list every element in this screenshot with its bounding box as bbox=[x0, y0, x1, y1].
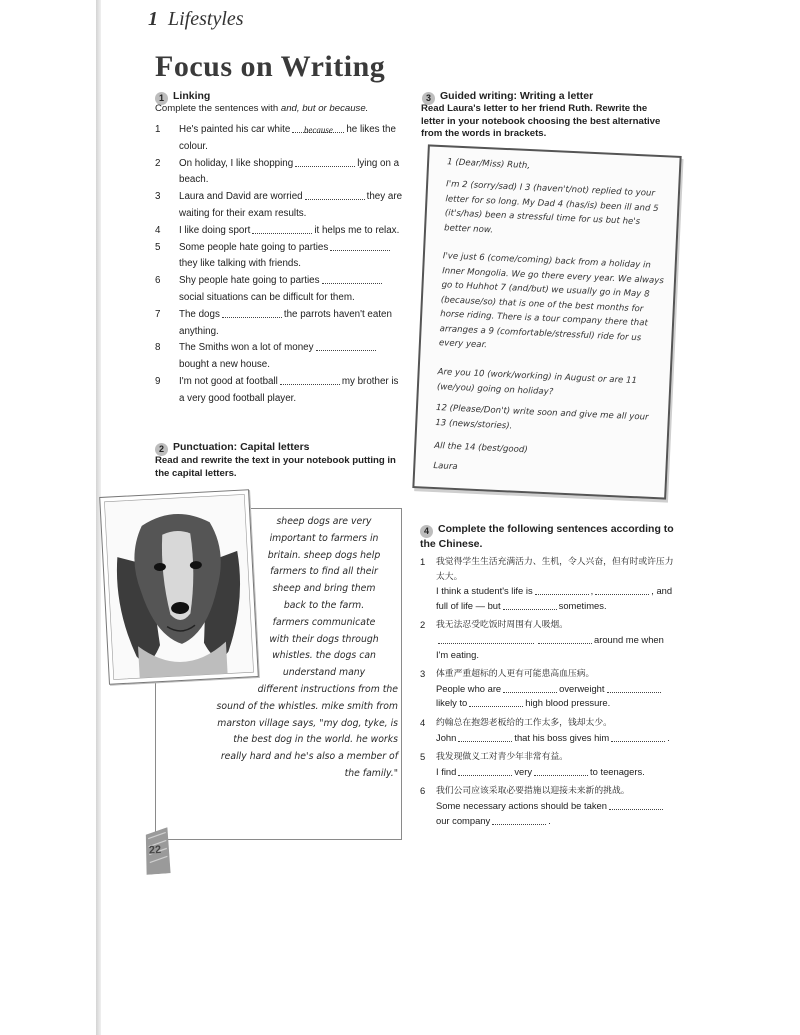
ex1-sentence-list bbox=[155, 122, 405, 408]
ex1-answer-blank[interactable] bbox=[330, 240, 390, 251]
unit-header bbox=[148, 8, 244, 31]
ex1-item bbox=[155, 122, 405, 156]
letter-paragraph-4: 12 (Please/Don't) write soon and give me all your 13 (news/stories). bbox=[435, 403, 649, 432]
letter-paragraph-3: Are you 10 (work/working) in August or are 11 (we/you) going on holiday? bbox=[436, 367, 638, 397]
ex1-item-text-before: Some people hate going to parties bbox=[179, 241, 329, 253]
ex1-item bbox=[155, 156, 405, 190]
ex4-answer-blank[interactable] bbox=[534, 765, 588, 776]
ex1-instruction-text: Complete the sentences with bbox=[155, 103, 281, 114]
ex4-answer-blank[interactable] bbox=[469, 696, 523, 707]
story-line: understand many bbox=[282, 667, 366, 679]
story-line: the family." bbox=[344, 767, 398, 779]
ex4-chinese-prompt: 我们公司应该采取必要措施以迎接未来新的挑战。 bbox=[436, 786, 630, 797]
ex1-item-number: 4 bbox=[155, 224, 161, 236]
story-line: marston village says, "my dog, tyke, is bbox=[217, 717, 398, 729]
ex4-answer-blank[interactable] bbox=[458, 731, 512, 742]
ex1-answer-blank[interactable] bbox=[322, 273, 382, 284]
ex1-item-number: 8 bbox=[155, 342, 161, 354]
ex1-number-badge: 1 bbox=[155, 92, 168, 105]
ex4-item bbox=[420, 667, 675, 711]
story-line: important to farmers in bbox=[269, 532, 379, 544]
story-text-top bbox=[248, 514, 400, 682]
ex4-english-sentence bbox=[436, 633, 675, 662]
ex1-answer-blank[interactable] bbox=[292, 122, 344, 133]
ex1-item bbox=[155, 189, 405, 223]
story-line: britain. sheep dogs help bbox=[267, 549, 381, 561]
story-line: farmers communicate bbox=[272, 616, 376, 628]
story-line: sound of the whistles. mike smith from bbox=[216, 700, 398, 712]
ex4-item-number: 4 bbox=[420, 716, 426, 728]
ex1-item-number: 6 bbox=[155, 275, 161, 287]
ex2-number-badge: 2 bbox=[155, 443, 168, 456]
ex4-sentence-fragment: very bbox=[514, 765, 533, 777]
ex4-english-sentence bbox=[436, 731, 675, 746]
ex4-item bbox=[420, 618, 675, 662]
ex1-item-number: 1 bbox=[155, 124, 161, 135]
ex4-item bbox=[420, 555, 675, 613]
ex1-item-text-after: the parrots haven't eaten anything. bbox=[179, 308, 392, 337]
ex4-sentence-fragment: overweight bbox=[559, 682, 605, 694]
ex4-answer-blank[interactable] bbox=[458, 765, 512, 776]
ex1-item bbox=[155, 374, 405, 408]
unit-number: 1 bbox=[148, 8, 158, 30]
ex4-sentence-fragment: high blood pressure. bbox=[525, 697, 611, 709]
ex4-answer-blank[interactable] bbox=[503, 682, 557, 693]
ex1-item bbox=[155, 307, 405, 341]
ex4-english-sentence bbox=[436, 584, 675, 613]
ex4-item-number: 3 bbox=[420, 668, 426, 680]
ex1-instruction-words: and, but or because. bbox=[280, 103, 369, 114]
ex2-heading bbox=[155, 441, 310, 456]
ex1-instruction bbox=[155, 103, 405, 116]
ex1-item-text-after: they like talking with friends. bbox=[179, 258, 301, 270]
ex1-item-text-before: The dogs bbox=[179, 308, 220, 320]
ex1-answer-blank[interactable] bbox=[295, 156, 355, 167]
ex1-item-text-before: I'm not good at football bbox=[179, 375, 278, 387]
ex3-number-badge: 3 bbox=[422, 92, 435, 105]
ex1-item-number: 3 bbox=[155, 191, 161, 203]
ex1-item-number: 7 bbox=[155, 308, 161, 320]
ex1-filled-answer: because bbox=[303, 125, 333, 135]
ex1-item-text-before: On holiday, I like shopping bbox=[179, 157, 294, 169]
ex1-item-text-after: they are waiting for their exam results. bbox=[179, 191, 403, 219]
spaniel-dog-image bbox=[100, 490, 258, 683]
page-number-tab bbox=[141, 827, 174, 875]
ex1-item-text-after: bought a new house. bbox=[179, 359, 270, 371]
story-text-bottom bbox=[160, 682, 398, 783]
ex4-chinese-prompt: 我觉得学生生活充满活力、生机，令人兴奋，但有时或许压力太大。 bbox=[436, 557, 674, 582]
ex1-item-text-before: He's painted his car white bbox=[179, 124, 291, 135]
page-number: 22 bbox=[148, 843, 162, 857]
ex4-item bbox=[420, 716, 675, 745]
ex1-item-number: 5 bbox=[155, 241, 161, 253]
ex1-item bbox=[155, 340, 405, 374]
ex4-answer-blank[interactable] bbox=[535, 584, 589, 595]
ex2-title: Punctuation: Capital letters bbox=[173, 441, 310, 453]
ex1-item-text-before: Laura and David are worried bbox=[179, 191, 303, 203]
ex4-sentence-fragment: that his boss gives him bbox=[514, 731, 610, 743]
ex4-item-number: 6 bbox=[420, 785, 426, 797]
ex4-sentence-fragment: sometimes. bbox=[558, 599, 607, 611]
letter-card bbox=[412, 144, 681, 499]
ex1-item-text-after: lying on a beach. bbox=[179, 157, 400, 186]
ex1-answer-blank[interactable] bbox=[252, 223, 312, 234]
ex1-answer-blank[interactable] bbox=[280, 374, 340, 385]
ex4-item bbox=[420, 784, 675, 828]
ex1-item-text-after: he likes the colour. bbox=[179, 124, 396, 152]
ex4-item-number: 5 bbox=[420, 751, 426, 763]
dog-illustration-frame bbox=[99, 489, 259, 685]
story-line: different instructions from the bbox=[257, 684, 398, 695]
ex4-answer-blank[interactable] bbox=[438, 633, 534, 644]
ex1-title: Linking bbox=[173, 90, 211, 102]
ex1-answer-blank[interactable] bbox=[316, 340, 376, 351]
ex4-number-badge: 4 bbox=[420, 525, 433, 538]
ex4-item-number: 1 bbox=[420, 556, 426, 567]
ex1-item-text-before: The Smiths won a lot of money bbox=[179, 342, 314, 354]
ex2-instruction: Read and rewrite the text in your notebook putting in the capital letters. bbox=[155, 455, 396, 479]
ex4-sentence-fragment: People who are bbox=[436, 682, 502, 694]
ex4-sentence-fragment: John bbox=[436, 731, 457, 743]
ex4-chinese-prompt: 我无法忍受吃饭时周围有人吸烟。 bbox=[436, 620, 568, 631]
ex1-item-text-after: it helps me to relax. bbox=[314, 224, 400, 236]
letter-signature: Laura bbox=[433, 460, 458, 473]
ex1-item bbox=[155, 223, 405, 240]
ex1-item-text-after: my brother is a very good football player. bbox=[179, 375, 399, 404]
ex4-answer-blank[interactable] bbox=[611, 731, 665, 742]
story-line: with their dogs through bbox=[269, 633, 379, 645]
ex4-answer-blank[interactable] bbox=[595, 584, 649, 595]
ex4-sentence-fragment: around me when I'm eating. bbox=[436, 633, 664, 660]
ex4-title: Complete the following sentences according to the Chinese. bbox=[420, 523, 674, 550]
ex1-item-text-before: Shy people hate going to parties bbox=[179, 275, 320, 287]
ex4-sentence-fragment: , bbox=[590, 585, 594, 597]
ex1-item bbox=[155, 240, 405, 274]
story-line: farmers to find all their bbox=[270, 566, 378, 578]
ex4-sentence-fragment: . bbox=[548, 814, 551, 826]
ex4-chinese-prompt: 我发现做义工对青少年非常有益。 bbox=[436, 752, 568, 763]
page-title: Focus on Writing bbox=[155, 50, 386, 83]
ex1-item-text-after: social situations can be difficult for them. bbox=[179, 291, 355, 303]
ex4-answer-blank[interactable] bbox=[503, 599, 557, 610]
ex1-item bbox=[155, 273, 405, 307]
ex4-english-sentence bbox=[436, 682, 675, 711]
unit-title: Lifestyles bbox=[168, 8, 244, 30]
ex3-title: Guided writing: Writing a letter bbox=[440, 90, 594, 102]
ex4-english-sentence bbox=[436, 765, 675, 780]
ex4-sentence-fragment: our company bbox=[436, 814, 491, 826]
ex4-sentence-fragment: , and full of life — but bbox=[436, 585, 673, 611]
ex4-heading bbox=[420, 523, 675, 551]
ex4-sentence-list bbox=[420, 555, 675, 833]
ex4-sentence-fragment: . bbox=[667, 731, 670, 743]
story-line: whistles. the dogs can bbox=[272, 650, 376, 662]
ex4-answer-blank[interactable] bbox=[492, 814, 546, 825]
story-line: the best dog in the world. he works bbox=[233, 734, 398, 746]
ex3-instruction: Read Laura's letter to her friend Ruth. Rewrite the letter in your notebook choosing the best alternative from the words in brackets. bbox=[421, 103, 661, 139]
letter-sign-off: All the 14 (best/good) bbox=[434, 441, 528, 456]
ex4-answer-blank[interactable] bbox=[609, 799, 663, 810]
ex4-sentence-fragment: to teenagers. bbox=[590, 765, 645, 777]
letter-greeting: 1 (Dear/Miss) Ruth, bbox=[446, 157, 531, 172]
ex4-answer-blank[interactable] bbox=[607, 682, 661, 693]
ex4-chinese-prompt: 体重严重超标的人更有可能患高血压病。 bbox=[436, 669, 595, 680]
ex1-answer-blank[interactable] bbox=[305, 189, 365, 200]
ex4-item bbox=[420, 750, 675, 779]
ex1-item-number: 2 bbox=[155, 157, 161, 169]
letter-paragraph-1: I'm 2 (sorry/sad) I 3 (haven't/not) replied to your letter for so long. My Dad 4 (has/is) been ill and 5 (it's/has) been a stressful time for us but he's better now. bbox=[443, 179, 659, 235]
story-line: back to the farm. bbox=[283, 599, 365, 611]
ex4-sentence-fragment: Some necessary actions should be taken bbox=[436, 799, 607, 811]
ex4-sentence-fragment: likely to bbox=[436, 697, 468, 709]
story-line: sheep dogs are very bbox=[276, 516, 372, 527]
ex1-answer-blank[interactable] bbox=[222, 307, 282, 318]
ex4-english-sentence bbox=[436, 799, 675, 828]
ex4-chinese-prompt: 约翰总在抱怨老板给的工作太多，钱却太少。 bbox=[436, 717, 612, 728]
story-line: sheep and bring them bbox=[272, 583, 376, 595]
ex1-item-text-before: I like doing sport bbox=[179, 224, 251, 236]
ex1-item-number: 9 bbox=[155, 375, 161, 387]
ex4-sentence-fragment: I think a student's life is bbox=[436, 585, 533, 597]
story-line: really hard and he's also a member of bbox=[220, 751, 398, 763]
ex4-answer-blank[interactable] bbox=[538, 633, 592, 644]
ex4-item-number: 2 bbox=[420, 619, 426, 631]
ex4-sentence-fragment: I find bbox=[436, 765, 457, 777]
letter-paragraph-2: I've just 6 (come/coming) back from a holiday in Inner Mongolia. We go there every year. We always go to Huhhot 7 (and/but) we usually go in May 8 (because/so) that is one of the best months for horse riding. There is a tour company there that arranges a 9 (comfortable/stressful) ride for us every year. bbox=[438, 251, 665, 351]
